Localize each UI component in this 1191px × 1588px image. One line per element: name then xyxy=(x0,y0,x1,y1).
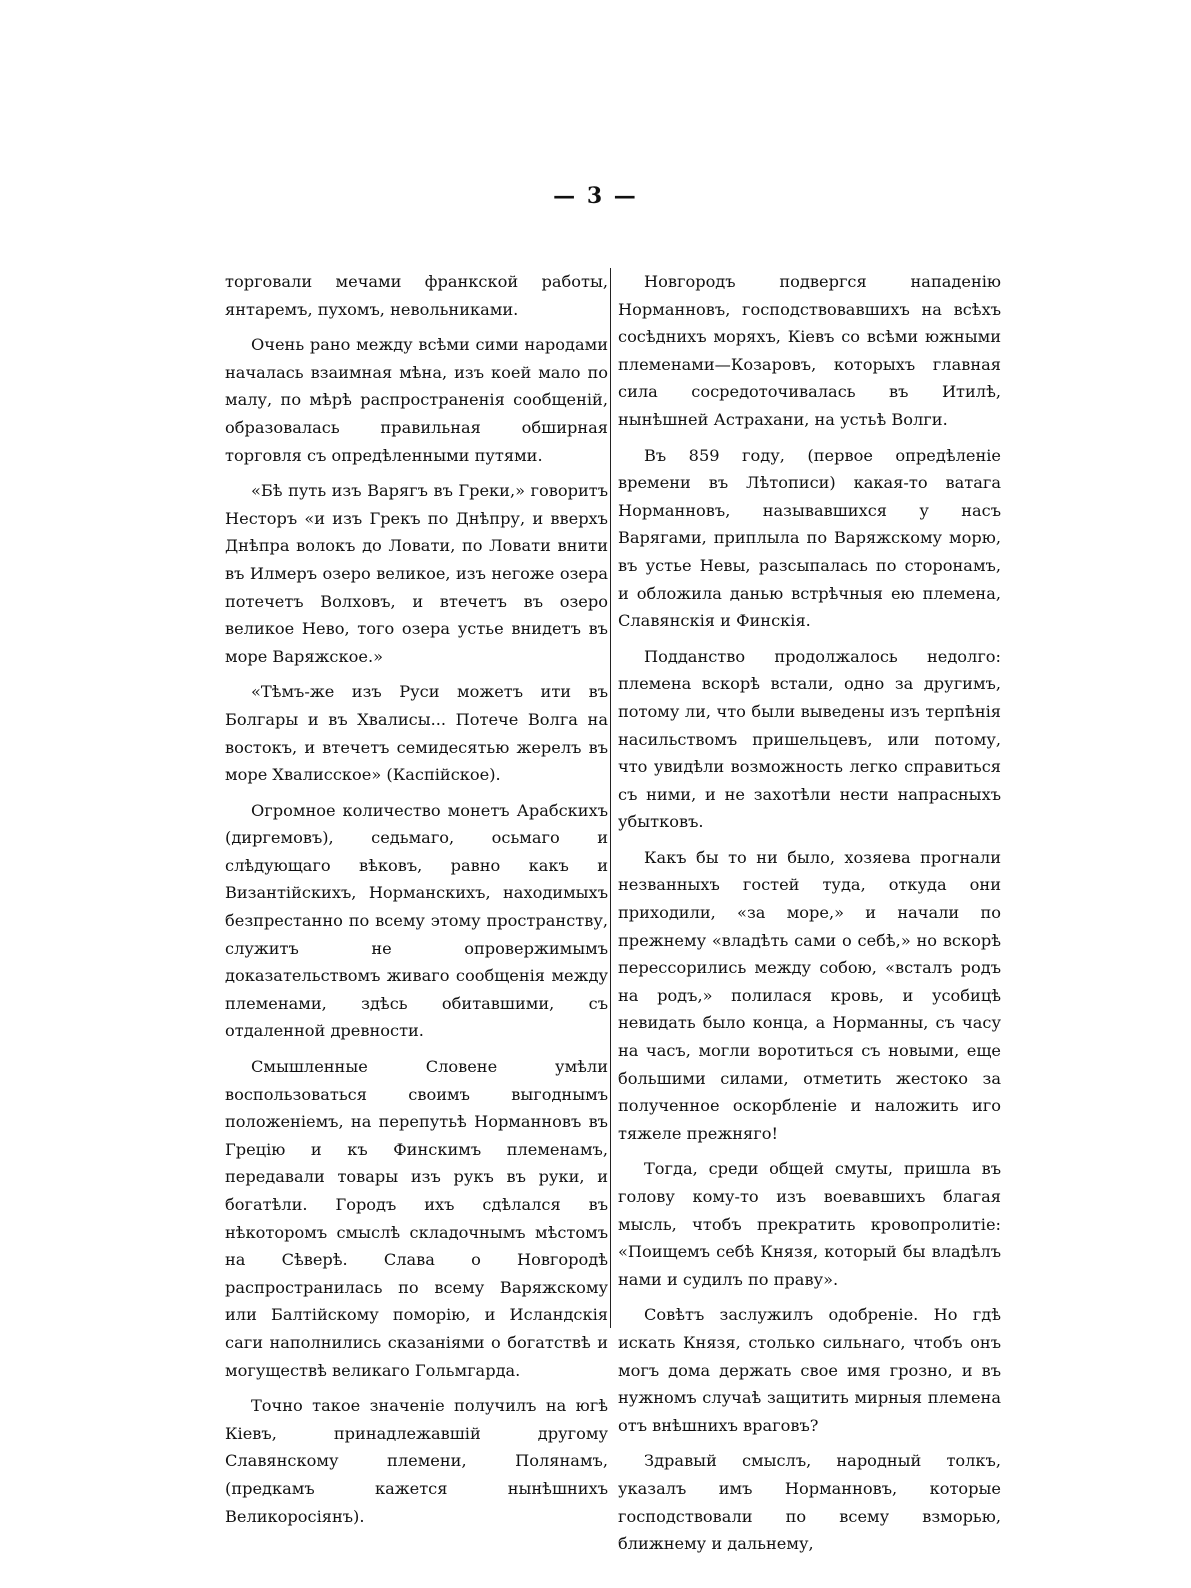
left-column xyxy=(225,268,608,1538)
paragraph: торговали мечами франкской работы, янтаремъ, пухомъ, невольниками. xyxy=(225,272,608,319)
paragraph: Очень рано между всѣми сими народами началась взаимная мѣна, изъ коей мало по малу, по мѣрѣ распространенія сообщеній, образовалась правильная обширная торговля съ опредѣленными путями. xyxy=(225,335,608,465)
paragraph: Какъ бы то ни было, хозяева прогнали незванныхъ гостей туда, откуда они приходили, «за море,» и начали по прежнему «владѣть сами о себѣ,» но вскорѣ перессорились между собою, «всталъ родъ на родъ,» полилася кровь, и усобицѣ невидать было конца, а Норманны, съ часу на часъ, могли воротиться съ новыми, еще большими силами, отметить жестоко за полученное оскорбленіе и наложить иго тяжеле прежняго! xyxy=(618,847,1001,1143)
paragraph: Точно такое значеніе получилъ на югѣ Кіевъ, принадлежавшій другому Славянскому племени, Полянамъ, (предкамъ кажется нынѣшнихъ Великоросіянъ). xyxy=(225,1396,608,1526)
column-divider xyxy=(610,268,611,1328)
paragraph: Огромное количество монетъ Арабскихъ (диргемовъ), седьмаго, осьмаго и слѣдующаго вѣковъ, равно какъ и Византійскихъ, Норманскихъ, находимыхъ безпрестанно по всему этому пространству, служитъ не опровержимымъ доказательствомъ живаго сообщенія между племенами, здѣсь обитавшими, съ отдаленной древности. xyxy=(225,800,608,1041)
paragraph: Тогда, среди общей смуты, пришла въ голову кому-то изъ воевавшихъ благая мысль, чтобъ прекратить кровопролитіе: «Поищемъ себѣ Князя, который бы владѣлъ нами и судилъ по праву». xyxy=(618,1159,1001,1289)
paragraph: «Бѣ путь изъ Варягъ въ Греки,» говоритъ Несторъ «и изъ Грекъ по Днѣпру, и вверхъ Днѣпра волокъ до Ловати, по Ловати внити въ Илмеръ озеро великое, изъ негоже озера потечетъ Волховъ, и втечетъ въ озеро великое Нево, того озера устье внидетъ въ море Варяжское.» xyxy=(225,481,608,666)
paragraph: Въ 859 году, (первое опредѣленіе времени въ Лѣтописи) какая-то ватага Норманновъ, называвшихся у насъ Варягами, приплыла по Варяжскому морю, въ устье Невы, разсыпалась по сторонамъ, и обложила данью встрѣчныя ею племена, Славянскія и Финскія. xyxy=(618,445,1001,631)
paragraph: Новгородъ подвергся нападенію Норманновъ, господствовавшихъ на всѣхъ сосѣднихъ моряхъ, Кіевъ со всѣми южными племенами—Козаровъ, которыхъ главная сила сосредоточивалась въ Итилѣ, нынѣшней Астрахани, на устьѣ Волги. xyxy=(618,272,1001,429)
paragraph: Смышленные Словене умѣли воспользоваться своимъ выгоднымъ положеніемъ, на перепутьѣ Норманновъ въ Грецію и къ Финскимъ племенамъ, передавали товары изъ рукъ въ руки, и богатѣли. Городъ ихъ сдѣлался въ нѣкоторомъ смыслѣ складочнымъ мѣстомъ на Сѣверѣ. Слава о Новгородѣ распространилась по всему Варяжскому или Балтійскому поморію, и Исландскія саги наполнились сказаніями о богатствѣ и могуществѣ великаго Гольмгарда. xyxy=(225,1057,608,1380)
paragraph: Здравый смыслъ, народный толкъ, указалъ имъ Норманновъ, которые господствовали по всему взморью, ближнему и дальнему, xyxy=(618,1451,1001,1554)
paragraph: Подданство продолжалось недолго: племена вскорѣ встали, одно за другимъ, потому ли, что были выведены изъ терпѣнія насильствомъ пришельцевъ, или потому, что увидѣли возможность легко справиться съ ними, и не захотѣли нести напрасныхъ убытковъ. xyxy=(618,646,1001,832)
page-number: — 3 — xyxy=(553,183,638,209)
right-column xyxy=(618,268,1001,1566)
paragraph: «Тѣмъ-же изъ Руси можетъ ити въ Болгары и въ Хвалисы... Потече Волга на востокъ, и втечетъ семидесятью жерелъ въ море Хвалисское» (Каспійское). xyxy=(225,682,608,785)
paragraph: Совѣтъ заслужилъ одобреніе. Но гдѣ искать Князя, столько сильнаго, чтобъ онъ могъ дома держать свое имя грозно, и въ нужномъ случаѣ защитить мирныя племена отъ внѣшнихъ враговъ? xyxy=(618,1305,1001,1435)
